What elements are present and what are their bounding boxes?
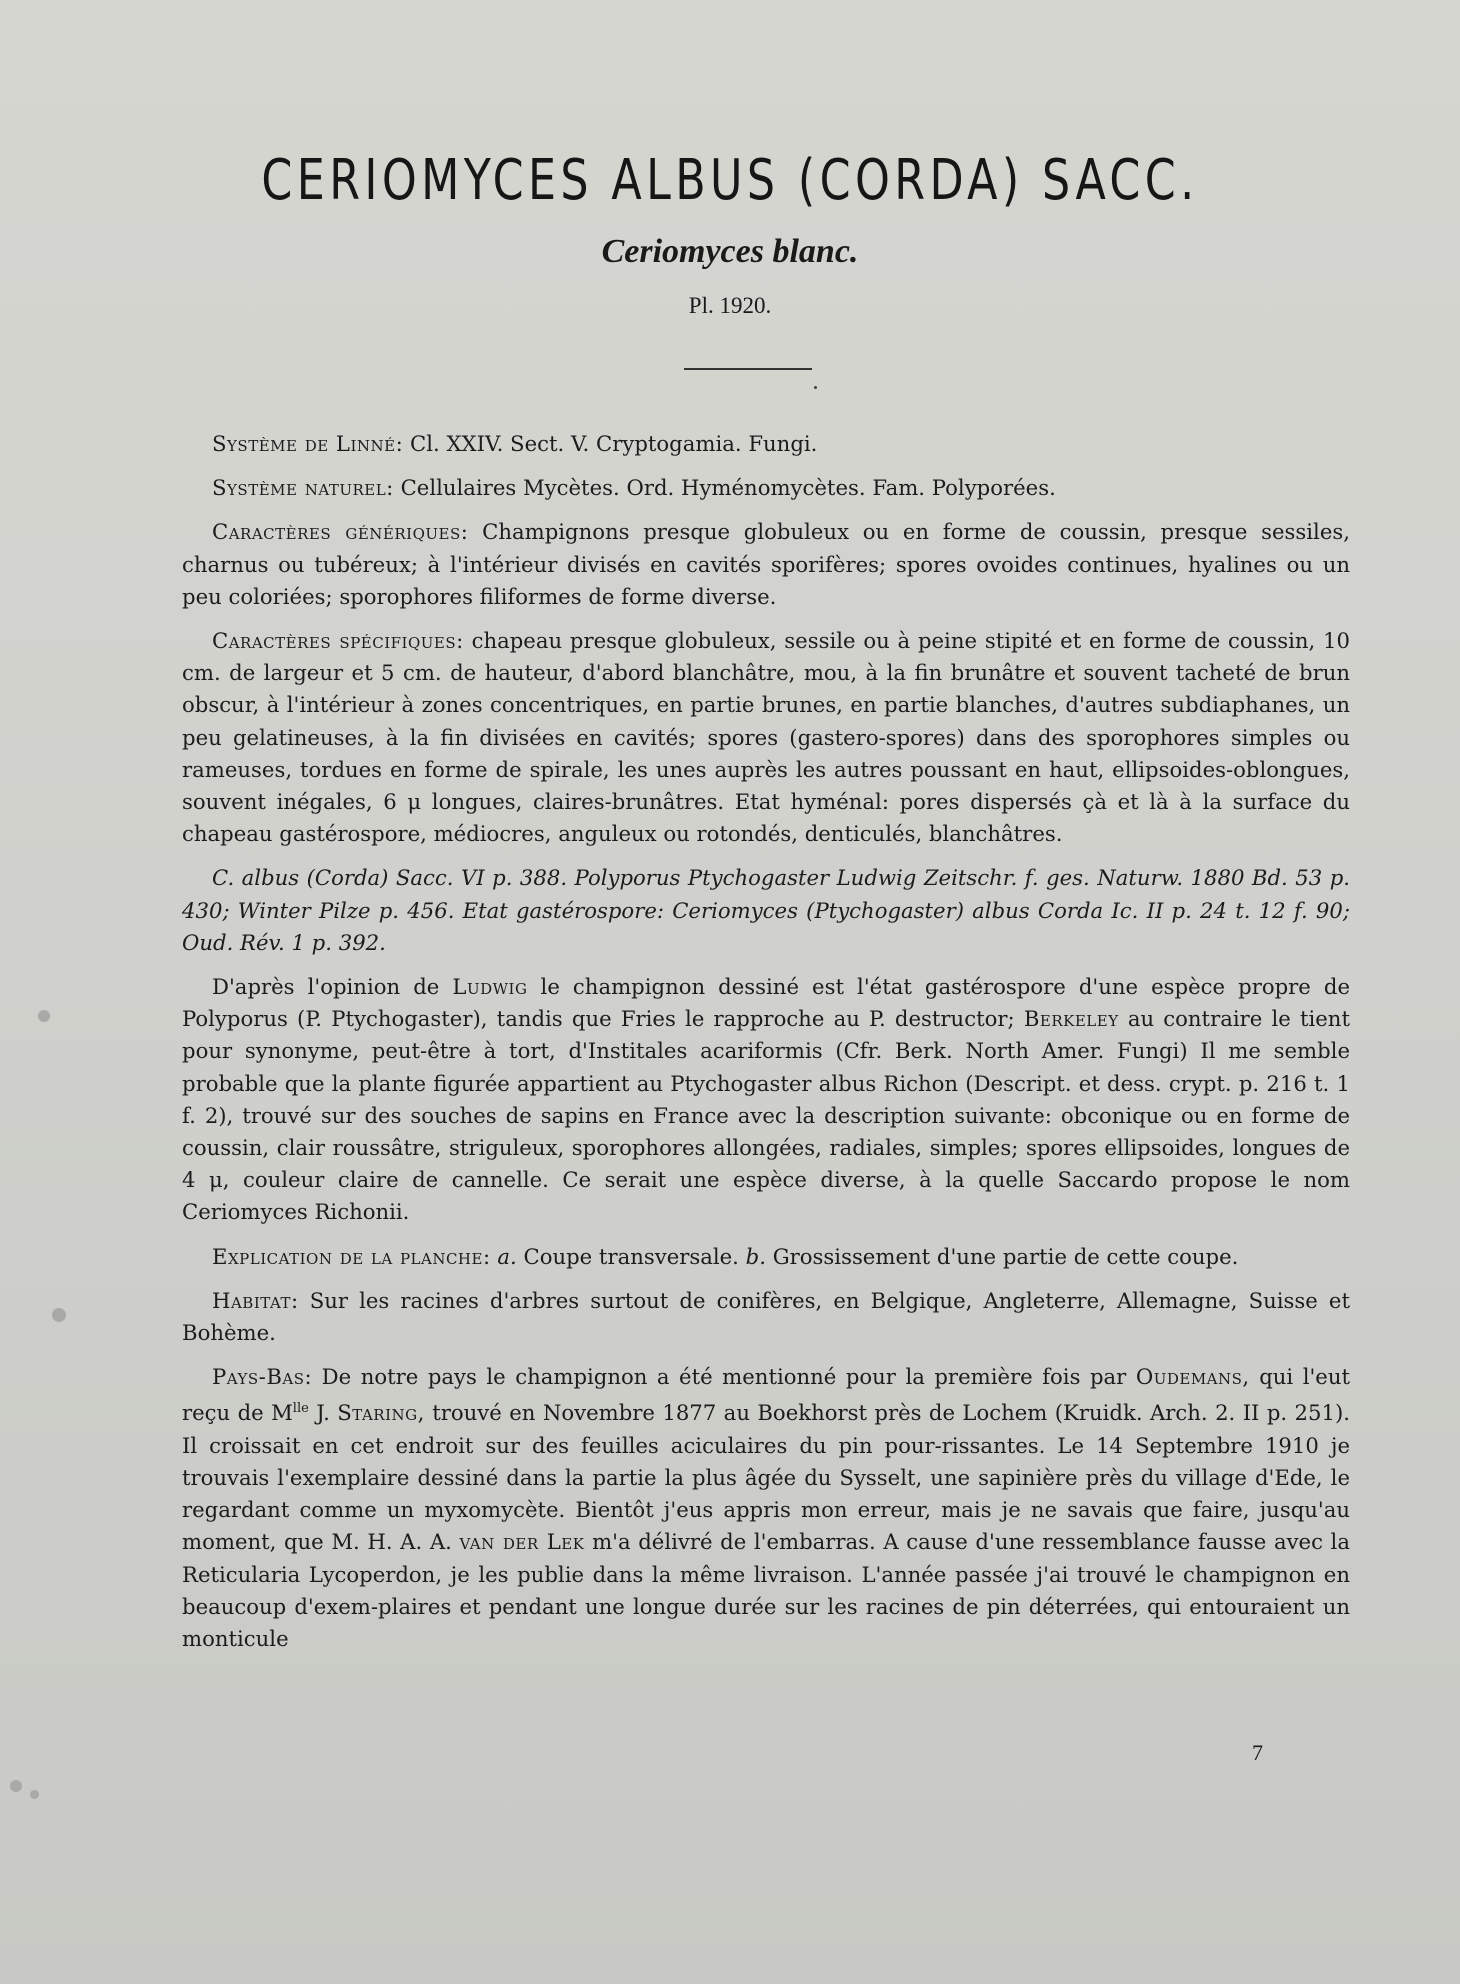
section-label: Pays-Bas: (212, 1364, 313, 1390)
page-subtitle: Ceriomyces blanc. (601, 233, 859, 270)
section-text: Cl. XXIV. Sect. V. Cryptogamia. Fungi. (410, 431, 818, 456)
body-text (182, 428, 1350, 1667)
paragraph-generiques (182, 516, 1350, 613)
figure-letter: b. (745, 1243, 766, 1269)
page-number: 7 (1252, 1740, 1263, 1765)
author-name: Oudemans, (1135, 1364, 1250, 1390)
section-label: Système naturel: (212, 475, 394, 501)
title-superscript: lle (292, 1401, 309, 1417)
paragraph-habitat (182, 1285, 1350, 1349)
figure-caption: Grossissement d'une partie de cette coupe. (772, 1243, 1239, 1269)
figure-letter: a. (497, 1243, 517, 1269)
divider-dot (814, 386, 817, 389)
section-label: Habitat: (212, 1287, 299, 1313)
opinion-text: D'après l'opinion de (212, 974, 440, 1000)
section-text: qui l'eut reçu de M (182, 1364, 1350, 1426)
figure-caption: Coupe transversale. (523, 1243, 739, 1269)
section-text: chapeau presque globuleux, sessile ou à peine stipité et en forme de coussin, 10 cm. de largeur et 5 cm. de hauteur, d'abord blanchâtre, mou, à la fin brunâtre et souvent tacheté de brun obscur, à l'intérieur à zones concentriques, en partie brunes, en partie blanches, d'autres subdiaphanes, un peu gelatineuses, à la fin divisées en cavités; spores (gastero-spores) dans des sporophores simples ou rameuses, tordues en forme de spirale, les unes auprès les autres poussant en haut, ellipsoides-oblongues, souvent inégales, 6 μ longues, claires-brunâtres. Etat hyménal: pores dispersés çà et là à la surface du chapeau gastérospore, médiocres, anguleux ou rotondés, denticulés, blanchâtres. (182, 628, 1350, 847)
section-text: J. (316, 1400, 330, 1426)
section-text: De notre pays le champignon a été mentionné pour la première fois par (321, 1364, 1127, 1390)
title-divider (684, 368, 812, 370)
paper-speck (38, 1010, 50, 1022)
section-text: Cellulaires Mycètes. Ord. Hyménomycètes. Fam. Polyporées. (400, 475, 1056, 501)
author-name: Ludwig (452, 974, 528, 1000)
paragraph-naturel (182, 472, 1350, 504)
plate-number: Pl. 1920. (688, 293, 772, 318)
section-text: Champignons presque globuleux ou en forme de coussin, presque sessiles, charnus ou tubéreux; à l'intérieur divisés en cavités sporifères; spores ovoides continues, hyalines ou un peu coloriées; sporophores filiformes de forme diverse. (182, 519, 1350, 609)
opinion-text: le champignon dessiné est l'état gastérospore d'une espèce propre de Polyporus (P. Ptychogaster), tandis que Fries le rapproche au P. destructor; (182, 974, 1350, 1032)
section-label: Système de Linné: (212, 431, 404, 456)
paragraph-linne (182, 428, 1350, 460)
paper-speck (52, 1308, 66, 1322)
paragraph-opinion (182, 971, 1350, 1229)
paper-speck (30, 1790, 39, 1799)
section-text: trouvé en Novembre 1877 au Boekhorst près de Lochem (Kruidk. Arch. 2. II p. 251). Il croissait en cet endroit sur des feuilles aciculaires du pin pour-rissantes. Le 14 Septembre 1910 je trouvais l'exemplaire dessiné dans la partie la plus âgée du Sysselt, une sapinière près du village d'Ede, le regardant comme un myxomycète. Bientôt j'eus appris mon erreur, mais je ne savais que faire, jusqu'au moment, que M. H. A. A. (182, 1400, 1350, 1555)
paragraph-references (182, 862, 1350, 959)
paper-speck (10, 1780, 22, 1792)
author-name: van der Lek (459, 1529, 585, 1555)
author-name: Staring, (337, 1400, 425, 1426)
paragraph-explication (182, 1241, 1350, 1273)
section-label: Explication de la planche: (212, 1243, 491, 1269)
page-title: CERIOMYCES ALBUS (CORDA) SACC. (261, 148, 1199, 213)
section-label: Caractères génériques: (212, 519, 469, 545)
paragraph-paysbas (182, 1361, 1350, 1655)
section-label: Caractères spécifiques: (212, 628, 464, 654)
section-text: m'a délivré de l'embarras. A cause d'une ressemblance fausse avec la Reticularia Lycoperdon, je les publie dans la même livraison. L'année passée j'ai trouvé le champignon en beaucoup d'exem-plaires et pendant une longue durée sur les racines de pin déterrées, qui entouraient un monticule (182, 1529, 1350, 1651)
section-text: Sur les racines d'arbres surtout de conifères, en Belgique, Angleterre, Allemagne, Suisse et Bohème. (182, 1287, 1350, 1346)
references-text: C. albus (Corda) Sacc. VI p. 388. Polyporus Ptychogaster Ludwig Zeitschr. f. ges. Naturw. 1880 Bd. 53 p. 430; Winter Pilze p. 456. Etat gastérospore: Ceriomyces (Ptychogaster) albus Corda Ic. II p. 24 t. 12 f. 90; Oud. Rév. 1 p. 392. (182, 865, 1350, 955)
author-name: Berkeley (1023, 1006, 1119, 1032)
paragraph-specifiques (182, 625, 1350, 850)
opinion-text: au contraire le tient pour synonyme, peut-être à tort, d'Institales acariformis (Cfr. Berk. North Amer. Fungi) Il me semble probable que la plante figurée appartient au Ptychogaster albus Richon (Descript. et dess. crypt. p. 216 t. 1 f. 2), trouvé sur des souches de sapins en France avec la description suivante: obconique ou en forme de coussin, clair roussâtre, striguleux, sporophores allongées, radiales, simples; spores ellipsoides, longues de 4 μ, couleur claire de cannelle. Ce serait une espèce diverse, à la quelle Saccardo propose le nom Ceriomyces Richonii. (182, 1006, 1350, 1225)
